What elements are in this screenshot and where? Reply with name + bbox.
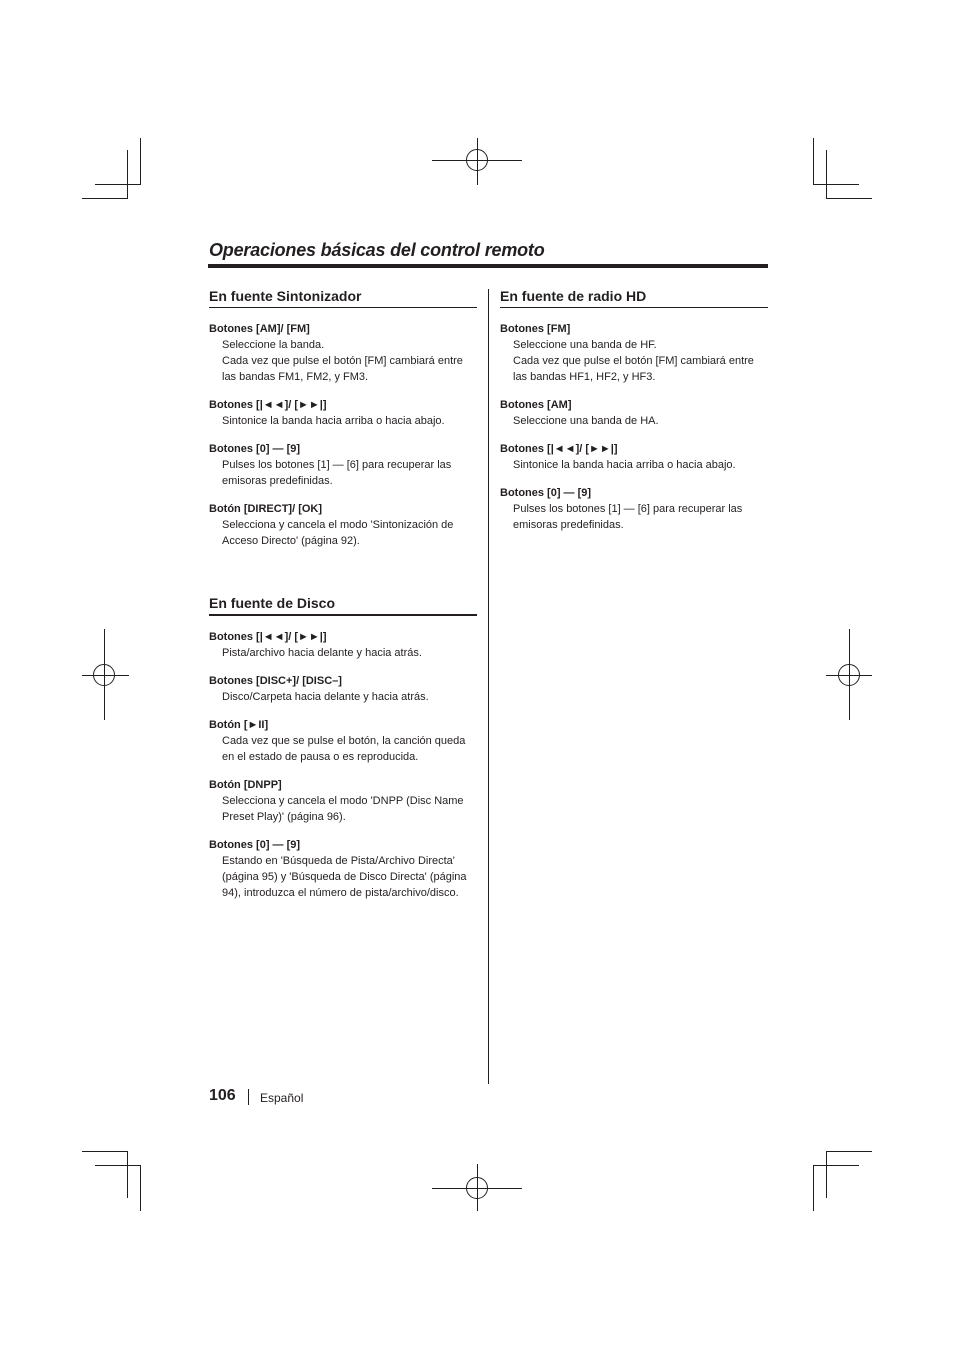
- entry-desc-line: Cada vez que se pulse el botón, la canción queda: [222, 735, 466, 747]
- entry-direct-ok: [209, 501, 477, 549]
- entry-desc-line: Cada vez que pulse el botón [FM] cambiará entre: [222, 355, 463, 367]
- entry-desc-line: Seleccione una banda de HA.: [513, 415, 659, 427]
- entry-number-keys: [209, 441, 477, 489]
- entry-desc-line: Pulses los botones [1] — [6] para recuperar las: [513, 503, 743, 515]
- section-heading: En fuente de Disco: [209, 595, 477, 616]
- entry-desc-line: Pulses los botones [1] — [6] para recuperar las: [222, 459, 452, 471]
- entry-desc-line: Pista/archivo hacia delante y hacia atrás.: [222, 647, 422, 659]
- entry-label: Botones [DISC+]/ [DISC–]: [209, 675, 342, 687]
- entry-desc-line: emisoras predefinidas.: [222, 475, 333, 487]
- page-number: 106: [209, 1087, 236, 1104]
- footer-language: Español: [260, 1091, 304, 1105]
- entry-label: Botón [►II]: [209, 719, 269, 731]
- entry-number-keys: [209, 837, 477, 901]
- entry-desc-line: en el estado de pausa o es reproducida.: [222, 751, 419, 763]
- entry-play-pause: [209, 717, 477, 765]
- entry-am: [500, 397, 768, 429]
- entry-label: Botones [|◄◄]/ [►►|]: [500, 443, 618, 455]
- entry-disc-plus-minus: [209, 673, 477, 705]
- entry-desc-line: Sintonice la banda hacia arriba o hacia abajo.: [513, 459, 736, 471]
- entry-label: Botones [|◄◄]/ [►►|]: [209, 399, 327, 411]
- entry-fm: [500, 321, 768, 385]
- entry-desc-line: 94), introduzca el número de pista/archivo/disco.: [222, 887, 459, 899]
- entry-label: Botones [|◄◄]/ [►►|]: [209, 631, 327, 643]
- entry-desc-line: Selecciona y cancela el modo 'Sintonización de: [222, 519, 454, 531]
- title-rule: [208, 264, 768, 268]
- footer-divider: [248, 1089, 249, 1105]
- column-divider: [488, 289, 489, 1084]
- entry-dnpp: [209, 777, 477, 825]
- entry-desc-line: Estando en 'Búsqueda de Pista/Archivo Directa': [222, 855, 455, 867]
- entry-desc-line: Cada vez que pulse el botón [FM] cambiará entre: [513, 355, 754, 367]
- entry-desc-line: las bandas FM1, FM2, y FM3.: [222, 371, 369, 383]
- entry-desc-line: Acceso Directo' (página 92).: [222, 535, 360, 547]
- entry-desc-line: (página 95) y 'Búsqueda de Disco Directa' (página: [222, 871, 467, 883]
- entry-label: Botones [0] — [9]: [209, 839, 301, 851]
- entry-am-fm: [209, 321, 477, 385]
- entry-desc-line: Preset Play)' (página 96).: [222, 811, 346, 823]
- entry-desc-line: Selecciona y cancela el modo 'DNPP (Disc Name: [222, 795, 464, 807]
- entry-label: Botón [DNPP]: [209, 779, 282, 791]
- entry-label: Botones [FM]: [500, 323, 571, 335]
- entry-label: Botones [AM]: [500, 399, 572, 411]
- section-heading: En fuente Sintonizador: [209, 288, 477, 308]
- entry-number-keys: [500, 485, 768, 533]
- section-radio-hd: [500, 288, 768, 533]
- entry-desc-line: Sintonice la banda hacia arriba o hacia abajo.: [222, 415, 445, 427]
- entry-seek: [209, 629, 477, 661]
- entry-label: Botones [0] — [9]: [500, 487, 592, 499]
- section-disco: [209, 595, 477, 901]
- entry-desc-line: las bandas HF1, HF2, y HF3.: [513, 371, 656, 383]
- section-sintonizador: [209, 288, 477, 549]
- entry-label: Botones [0] — [9]: [209, 443, 301, 455]
- page-title: Operaciones básicas del control remoto: [209, 240, 545, 260]
- entry-label: Botón [DIRECT]/ [OK]: [209, 503, 323, 515]
- entry-desc-line: emisoras predefinidas.: [513, 519, 624, 531]
- entry-seek: [209, 397, 477, 429]
- entry-desc-line: Seleccione la banda.: [222, 339, 325, 351]
- entry-label: Botones [AM]/ [FM]: [209, 323, 310, 335]
- entry-seek: [500, 441, 768, 473]
- entry-desc-line: Disco/Carpeta hacia delante y hacia atrás.: [222, 691, 429, 703]
- section-heading: En fuente de radio HD: [500, 288, 768, 308]
- entry-desc-line: Seleccione una banda de HF.: [513, 339, 657, 351]
